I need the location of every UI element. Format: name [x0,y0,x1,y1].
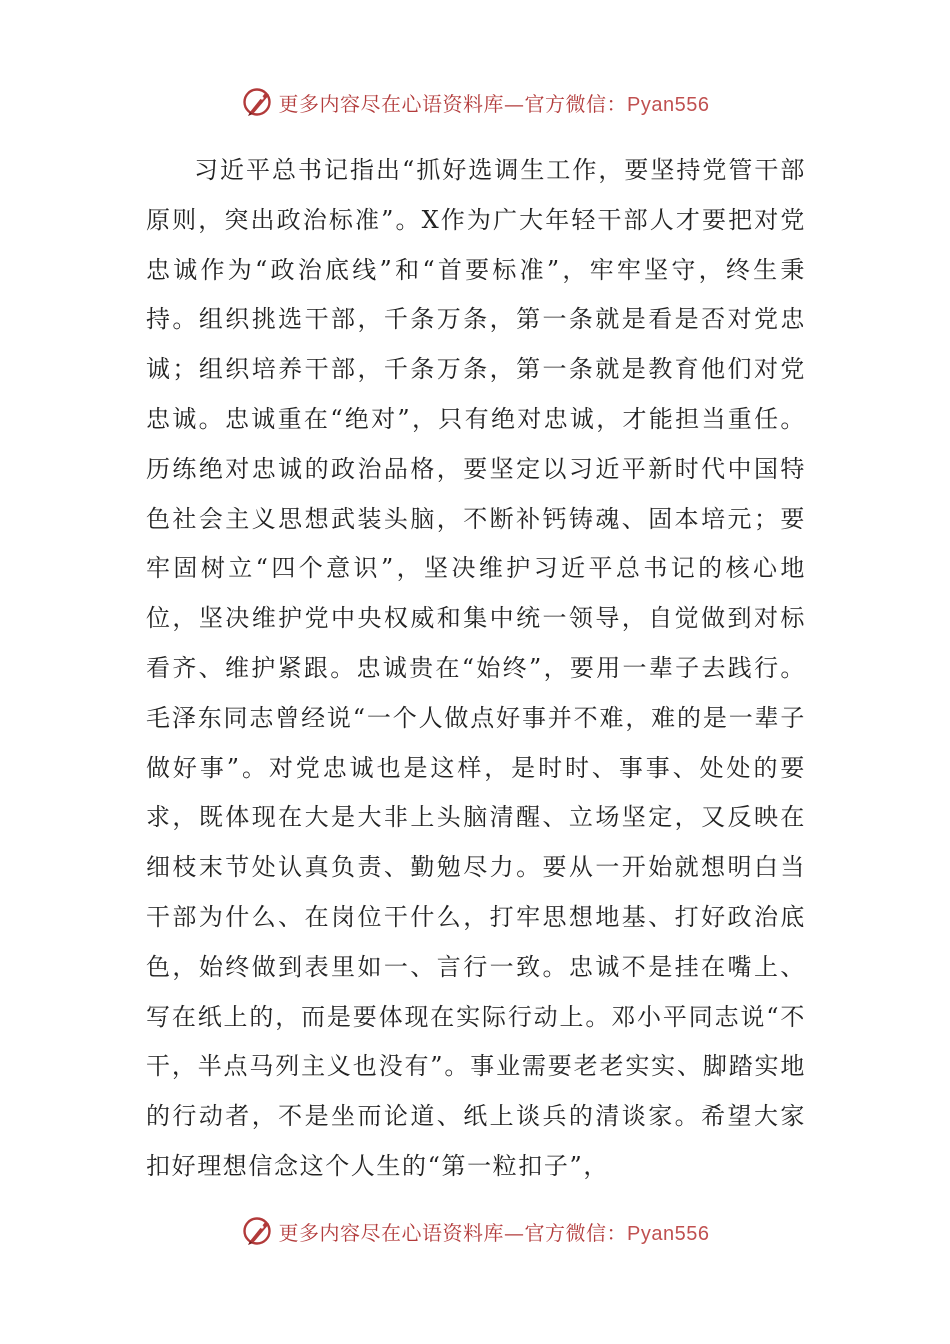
header-banner-label: 更多内容尽在心语资料库—官方微信： [278,91,628,116]
footer-banner-text [279,1217,710,1246]
pen-nib-circle-icon [241,85,275,119]
pen-nib-circle-icon [241,1214,275,1248]
footer-banner [0,1211,950,1251]
footer-banner-label: 更多内容尽在心语资料库—官方微信： [278,1220,628,1245]
header-banner [0,82,950,122]
footer-wechat-handle: Pyan556 [627,1222,710,1245]
header-banner-text [279,88,710,117]
body-paragraph: 习近平总书记指出“抓好选调生工作，要坚持党管干部原则，突出政治标准”。X作为广大年轻干部人才要把对党忠诚作为“政治底线”和“首要标准”，牢牢坚守，终生秉持。组织挑选干部，千条万条，第一条就是看是否对党忠诚；组织培养干部，千条万条，第一条就是教育他们对党忠诚。忠诚重在“绝对”，只有绝对忠诚，才能担当重任。历练绝对忠诚的政治品格，要坚定以习近平新时代中国特色社会主义思想武装头脑，不断补钙铸魂、固本培元；要牢固树立“四个意识”，坚决维护习近平总书记的核心地位，坚决维护党中央权威和集中统一领导，自觉做到对标看齐、维护紧跟。忠诚贵在“始终”，要用一辈子去践行。毛泽东同志曾经说“一个人做点好事并不难，难的是一辈子做好事”。对党忠诚也是这样，是时时、事事、处处的要求，既体现在大是大非上头脑清醒、立场坚定，又反映在细枝末节处认真负责、勤勉尽力。要从一开始就想明白当干部为什么、在岗位干什么，打牢思想地基、打好政治底色，始终做到表里如一、言行一致。忠诚不是挂在嘴上、写在纸上的，而是要体现在实际行动上。邓小平同志说“不干，半点马列主义也没有”。事业需要老老实实、脚踏实地的行动者，不是坐而论道、纸上谈兵的清谈家。希望大家扣好理想信念这个人生的“第一粒扣子”， [146,156,806,1180]
header-wechat-handle: Pyan556 [627,93,710,116]
